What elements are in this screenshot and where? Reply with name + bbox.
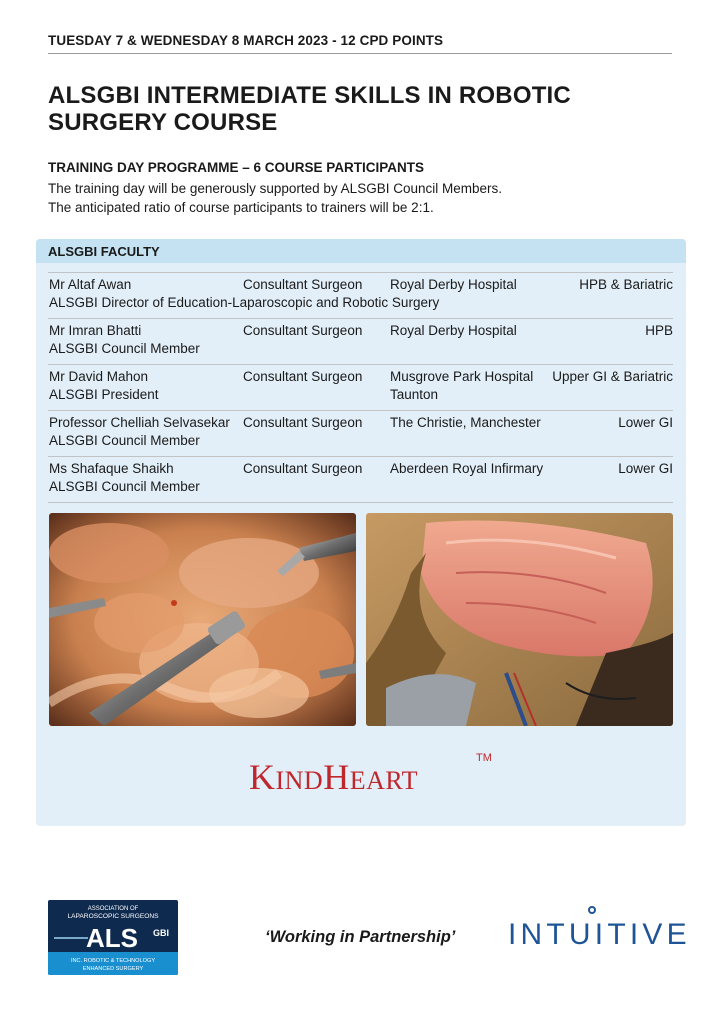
svg-text:GBI: GBI (153, 928, 170, 938)
faculty-role: Consultant Surgeon (243, 415, 363, 430)
faculty-row (48, 318, 673, 364)
faculty-hospital: Aberdeen Royal Infirmary (390, 461, 544, 476)
trademark-symbol: TM (476, 752, 492, 764)
page-title: ALSGBI INTERMEDIATE SKILLS IN ROBOTIC SURGERY COURSE (48, 82, 571, 136)
intuitive-logo-dot (588, 906, 596, 914)
faculty-title: ALSGBI Director of Education-Laparoscopic and Robotic Surgery (49, 295, 440, 310)
faculty-specialty: Upper GI & Bariatric (552, 369, 673, 384)
faculty-name: Mr Imran Bhatti (49, 323, 142, 338)
faculty-hospital: Royal Derby Hospital (390, 277, 517, 292)
svg-text:LAPAROSCOPIC SURGEONS: LAPAROSCOPIC SURGEONS (67, 913, 159, 920)
svg-text:ALS: ALS (86, 923, 138, 953)
faculty-title: ALSGBI Council Member (49, 479, 200, 494)
event-date: TUESDAY 7 & WEDNESDAY 8 MARCH 2023 - 12 CPD POINTS (48, 33, 444, 48)
faculty-name: Ms Shafaque Shaikh (49, 461, 174, 476)
faculty-row (48, 272, 673, 318)
als-gbi-logo (48, 900, 178, 975)
faculty-role: Consultant Surgeon (243, 461, 363, 476)
faculty-name: Mr David Mahon (49, 369, 149, 384)
faculty-specialty: HPB & Bariatric (579, 277, 673, 292)
als-logo-graphic (48, 900, 178, 975)
faculty-title: ALSGBI Council Member (49, 341, 200, 356)
faculty-hospital: Royal Derby Hospital (390, 323, 517, 338)
faculty-role: Consultant Surgeon (243, 369, 363, 384)
faculty-name: Professor Chelliah Selvasekar (49, 415, 230, 430)
intuitive-logo: INTUITIVE (508, 918, 691, 951)
faculty-row (48, 364, 673, 410)
svg-text:INC. ROBOTIC & TECHNOLOGY: INC. ROBOTIC & TECHNOLOGY (70, 958, 156, 964)
faculty-title: ALSGBI President (49, 387, 159, 402)
faculty-role: Consultant Surgeon (243, 323, 363, 338)
surgery-image-bowel (49, 513, 356, 726)
surgery-image-stomach (366, 513, 673, 726)
faculty-specialty: Lower GI (618, 461, 673, 476)
faculty-row (48, 456, 673, 503)
kindheart-logo: KINDHEART (249, 757, 419, 797)
faculty-title: ALSGBI Council Member (49, 433, 200, 448)
faculty-specialty: Lower GI (618, 415, 673, 430)
faculty-name: Mr Altaf Awan (49, 277, 132, 292)
svg-text:ASSOCIATION OF: ASSOCIATION OF (87, 906, 139, 912)
svg-text:ENHANCED SURGERY: ENHANCED SURGERY (82, 966, 144, 972)
programme-heading: TRAINING DAY PROGRAMME – 6 COURSE PARTICIPANTS (48, 160, 425, 175)
faculty-table (48, 272, 673, 503)
programme-intro: The training day will be generously supported by ALSGBI Council Members. The anticipated ratio of course participants to trainers will be 2:1. (48, 181, 502, 215)
faculty-hospital-location: Taunton (390, 387, 439, 402)
faculty-hospital: The Christie, Manchester (390, 415, 541, 430)
faculty-specialty: HPB (645, 323, 673, 338)
partnership-slogan: ‘Working in Partnership’ (265, 928, 456, 946)
faculty-role: Consultant Surgeon (243, 277, 363, 292)
surgery-photo-right (366, 513, 673, 726)
faculty-heading: ALSGBI FACULTY (48, 244, 160, 259)
faculty-row (48, 410, 673, 456)
surgery-photo-left (49, 513, 356, 726)
faculty-hospital: Musgrove Park Hospital (390, 369, 534, 384)
header-divider (48, 53, 672, 54)
